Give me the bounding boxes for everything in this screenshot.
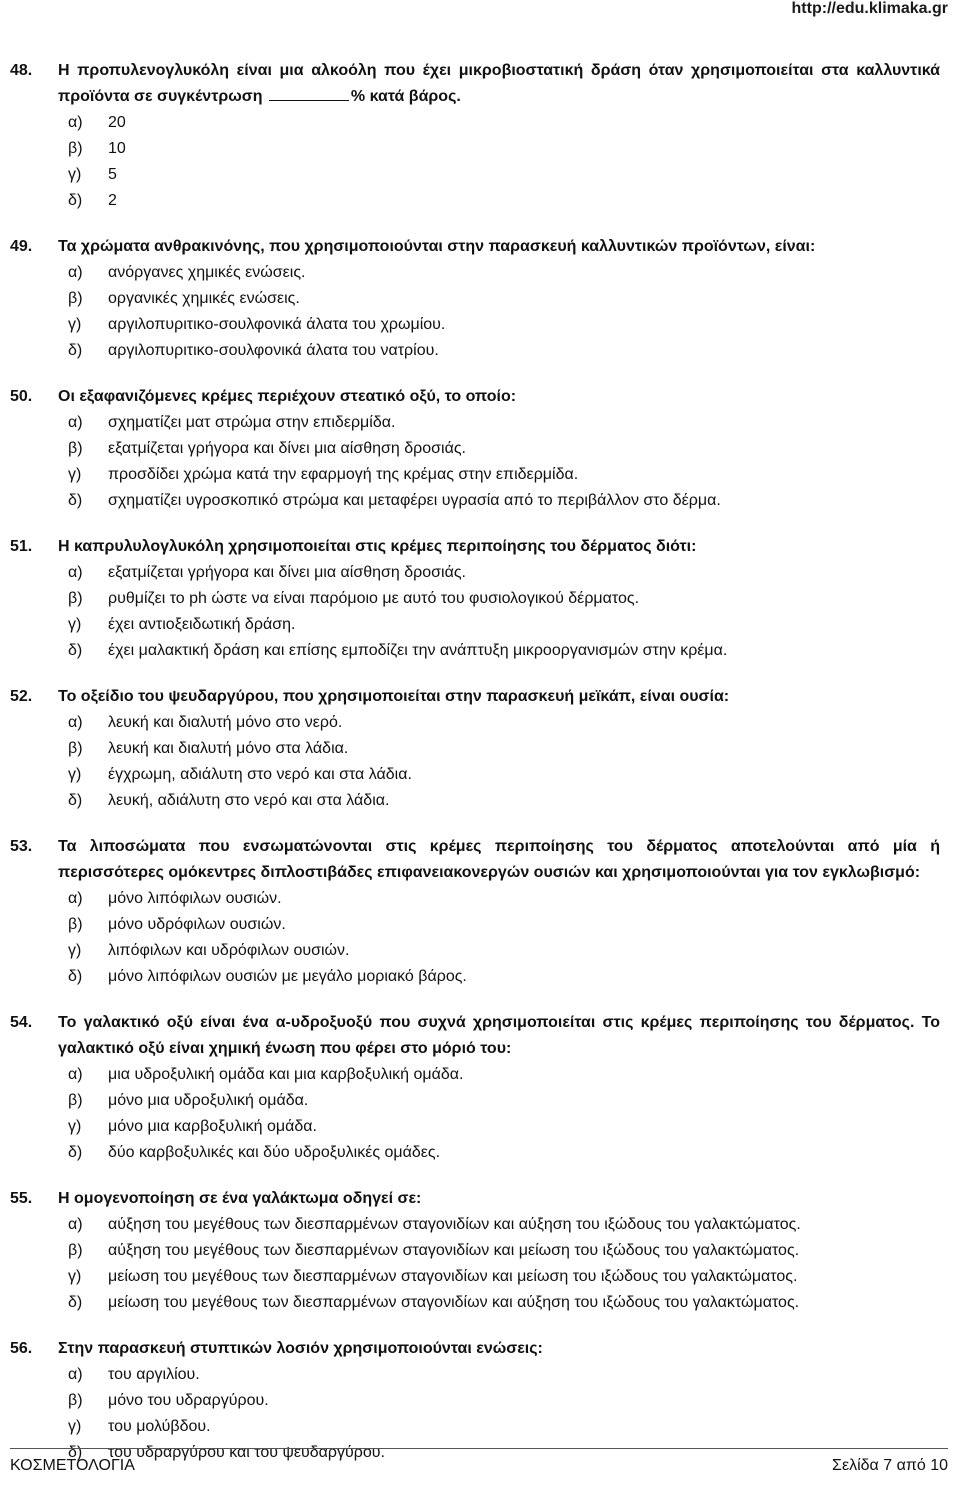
answer-blank bbox=[269, 86, 349, 101]
question-number: 49. bbox=[10, 238, 33, 255]
question-53 bbox=[10, 834, 940, 990]
question-51 bbox=[10, 534, 940, 664]
question-number: 55. bbox=[10, 1190, 33, 1207]
option-b: β) οργανικές χημικές ενώσεις. bbox=[68, 290, 300, 307]
option-d: δ) έχει μαλακτική δράση και επίσης εμποδίζει την ανάπτυξη μικροοργανισμών στην κρέμα. bbox=[68, 642, 728, 659]
option-b: β) εξατμίζεται γρήγορα και δίνει μια αίσθηση δροσιάς. bbox=[68, 440, 466, 457]
option-a: α) αύξηση του μεγέθους των διεσπαρμένων σταγονιδίων και αύξηση του ιξώδους του γαλακτώματος. bbox=[68, 1216, 801, 1233]
question-55 bbox=[10, 1186, 940, 1316]
questions-list bbox=[10, 58, 940, 1486]
option-c: γ) αργιλοπυριτικο-σουλφονικά άλατα του χρωμίου. bbox=[68, 316, 446, 333]
question-54 bbox=[10, 1010, 940, 1166]
question-number: 53. bbox=[10, 838, 33, 855]
question-text: Η καπρυλυλογλυκόλη χρησιμοποιείται στις κρέμες περιποίησης του δέρματος διότι: bbox=[58, 538, 697, 555]
question-text: Τα χρώματα ανθρακινόνης, που χρησιμοποιούνται στην παρασκευή καλλυντικών προϊόντων, είναι: bbox=[58, 238, 816, 255]
option-d: δ) 2 bbox=[68, 192, 117, 209]
option-d: δ) λευκή, αδιάλυτη στο νερό και στα λάδια. bbox=[68, 792, 390, 809]
header-url[interactable]: http://edu.klimaka.gr bbox=[791, 0, 948, 17]
option-a: α) εξατμίζεται γρήγορα και δίνει μια αίσθηση δροσιάς. bbox=[68, 564, 466, 581]
option-c: γ) έγχρωμη, αδιάλυτη στο νερό και στα λάδια. bbox=[68, 766, 412, 783]
question-text: Οι εξαφανιζόμενες κρέμες περιέχουν στεατικό οξύ, το οποίο: bbox=[58, 388, 517, 405]
question-number: 48. bbox=[10, 62, 33, 79]
question-text: Η προπυλενογλυκόλη είναι μια αλκοόλη που έχει μικροβιοστατική δράση όταν χρησιμοποιείται στα καλλυντικά προϊόντα σε συγκέντρωση % κατά βάρος. bbox=[58, 62, 940, 105]
question-text: Το γαλακτικό οξύ είναι ένα α-υδροξυοξύ που συχνά χρησιμοποιείται στις κρέμες περιποίησης του δέρματος. Το γαλακτικό οξύ είναι χημική ένωση που φέρει στο μόριό του: bbox=[58, 1014, 940, 1057]
footer-page-number: Σελίδα 7 από 10 bbox=[832, 1457, 948, 1474]
footer-subject: ΚΟΣΜΕΤΟΛΟΓΙΑ bbox=[10, 1457, 135, 1474]
question-50 bbox=[10, 384, 940, 514]
question-number: 54. bbox=[10, 1014, 33, 1031]
option-c: γ) 5 bbox=[68, 166, 117, 183]
option-b: β) ρυθμίζει το ph ώστε να είναι παρόμοιο με αυτό του φυσιολογικού δέρματος. bbox=[68, 590, 640, 607]
option-c: γ) προσδίδει χρώμα κατά την εφαρμογή της κρέμας στην επιδερμίδα. bbox=[68, 466, 579, 483]
option-a: α) μόνο λιπόφιλων ουσιών. bbox=[68, 890, 282, 907]
option-d: δ) μείωση του μεγέθους των διεσπαρμένων σταγονιδίων και αύξηση του ιξώδους του γαλακτώματος. bbox=[68, 1294, 800, 1311]
option-d: δ) δύο καρβοξυλικές και δύο υδροξυλικές ομάδες. bbox=[68, 1144, 441, 1161]
question-56 bbox=[10, 1336, 940, 1466]
question-text: Η ομογενοποίηση σε ένα γαλάκτωμα οδηγεί σε: bbox=[58, 1190, 422, 1207]
option-c: γ) του μολύβδου. bbox=[68, 1418, 211, 1435]
question-48 bbox=[10, 58, 940, 214]
option-b: β) λευκή και διαλυτή μόνο στα λάδια. bbox=[68, 740, 349, 757]
option-c: γ) λιπόφιλων και υδρόφιλων ουσιών. bbox=[68, 942, 350, 959]
option-b: β) μόνο του υδραργύρου. bbox=[68, 1392, 269, 1409]
option-b: β) αύξηση του μεγέθους των διεσπαρμένων σταγονιδίων και μείωση του ιξώδους του γαλακτώματος. bbox=[68, 1242, 800, 1259]
question-text: Το οξείδιο του ψευδαργύρου, που χρησιμοποιείται στην παρασκευή μεϊκάπ, είναι ουσία: bbox=[58, 688, 730, 705]
question-number: 52. bbox=[10, 688, 33, 705]
question-text: Τα λιποσώματα που ενσωματώνονται στις κρέμες περιποίησης του δέρματος αποτελούνται από μία ή περισσότερες ομόκεντρες διπλοστιβάδες επιφανειακονεργών ουσιών και χρησιμοποιούνται για τον εγκλωβισμό: bbox=[58, 838, 940, 881]
option-a: α) του αργιλίου. bbox=[68, 1366, 200, 1383]
option-c: γ) μείωση του μεγέθους των διεσπαρμένων σταγονιδίων και μείωση του ιξώδους του γαλακτώματος. bbox=[68, 1268, 798, 1285]
option-a: α) ανόργανες χημικές ενώσεις. bbox=[68, 264, 306, 281]
option-d: δ) αργιλοπυριτικο-σουλφονικά άλατα του νατρίου. bbox=[68, 342, 439, 359]
option-b: β) μόνο μια υδροξυλική ομάδα. bbox=[68, 1092, 309, 1109]
option-c: γ) έχει αντιοξειδωτική δράση. bbox=[68, 616, 296, 633]
question-number: 50. bbox=[10, 388, 33, 405]
option-a: α) λευκή και διαλυτή μόνο στο νερό. bbox=[68, 714, 343, 731]
option-c: γ) μόνο μια καρβοξυλική ομάδα. bbox=[68, 1118, 317, 1135]
question-52 bbox=[10, 684, 940, 814]
option-b: β) μόνο υδρόφιλων ουσιών. bbox=[68, 916, 286, 933]
question-49 bbox=[10, 234, 940, 364]
option-b: β) 10 bbox=[68, 140, 126, 157]
option-a: α) σχηματίζει ματ στρώμα στην επιδερμίδα. bbox=[68, 414, 396, 431]
question-number: 56. bbox=[10, 1340, 33, 1357]
page-footer bbox=[10, 1448, 948, 1475]
option-a: α) 20 bbox=[68, 114, 126, 131]
question-text: Στην παρασκευή στυπτικών λοσιόν χρησιμοποιούνται ενώσεις: bbox=[58, 1340, 543, 1357]
option-d: δ) μόνο λιπόφιλων ουσιών με μεγάλο μοριακό βάρος. bbox=[68, 968, 467, 985]
option-d: δ) σχηματίζει υγροσκοπικό στρώμα και μεταφέρει υγρασία από το περιβάλλον στο δέρμα. bbox=[68, 492, 721, 509]
option-a: α) μια υδροξυλική ομάδα και μια καρβοξυλική ομάδα. bbox=[68, 1066, 464, 1083]
question-number: 51. bbox=[10, 538, 33, 555]
option-d: δ) του υδραργύρου και του ψευδαργύρου. bbox=[68, 1444, 385, 1461]
